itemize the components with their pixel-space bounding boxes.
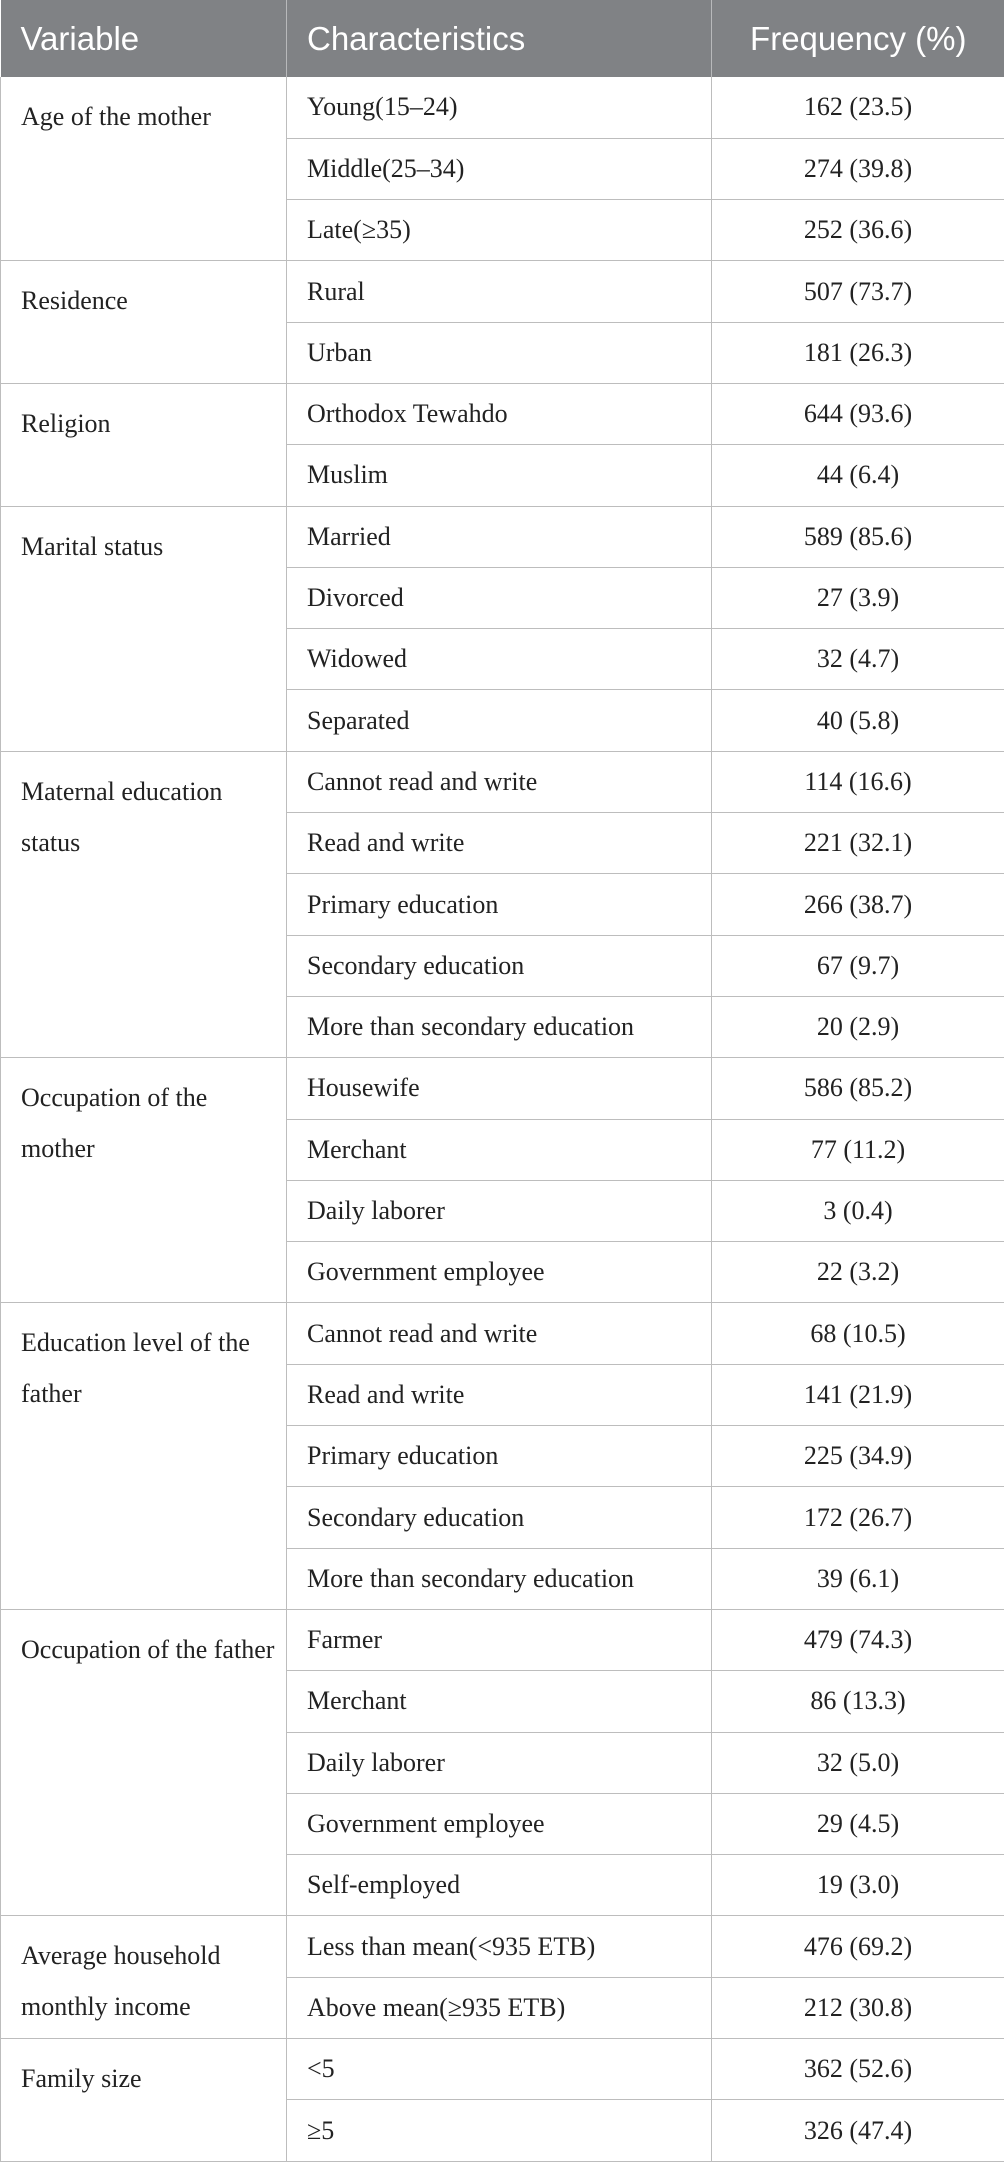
frequency-cell: 32 (5.0)	[712, 1732, 1004, 1793]
characteristic-cell: Separated	[287, 690, 712, 751]
frequency-cell: 172 (26.7)	[712, 1487, 1004, 1548]
frequency-cell: 3 (0.4)	[712, 1180, 1004, 1241]
characteristic-cell: Cannot read and write	[287, 1303, 712, 1364]
characteristic-cell: Middle(25–34)	[287, 138, 712, 199]
characteristic-cell: More than secondary education	[287, 996, 712, 1057]
characteristic-cell: Merchant	[287, 1119, 712, 1180]
characteristic-cell: Merchant	[287, 1671, 712, 1732]
characteristic-cell: Cannot read and write	[287, 751, 712, 812]
characteristic-cell: Muslim	[287, 445, 712, 506]
variable-cell: Religion	[1, 383, 287, 506]
frequency-cell: 141 (21.9)	[712, 1364, 1004, 1425]
table-row	[1, 383, 1004, 444]
frequency-cell: 362 (52.6)	[712, 2039, 1004, 2100]
variable-cell: Maternal education status	[1, 751, 287, 1057]
frequency-cell: 67 (9.7)	[712, 935, 1004, 996]
frequency-cell: 507 (73.7)	[712, 261, 1004, 322]
table-row	[1, 1058, 1004, 1119]
frequency-cell: 644 (93.6)	[712, 383, 1004, 444]
frequency-cell: 27 (3.9)	[712, 567, 1004, 628]
characteristic-cell: Married	[287, 506, 712, 567]
frequency-cell: 586 (85.2)	[712, 1058, 1004, 1119]
frequency-cell: 252 (36.6)	[712, 200, 1004, 261]
characteristic-cell: Primary education	[287, 874, 712, 935]
frequency-cell: 32 (4.7)	[712, 629, 1004, 690]
header-row	[1, 0, 1004, 77]
frequency-cell: 479 (74.3)	[712, 1609, 1004, 1670]
frequency-cell: 589 (85.6)	[712, 506, 1004, 567]
variable-cell: Family size	[1, 2039, 287, 2162]
characteristic-cell: Late(≥35)	[287, 200, 712, 261]
header-frequency: Frequency (%)	[712, 0, 1004, 77]
characteristic-cell: Daily laborer	[287, 1180, 712, 1241]
frequency-cell: 476 (69.2)	[712, 1916, 1004, 1977]
characteristic-cell: Less than mean(<935 ETB)	[287, 1916, 712, 1977]
frequency-cell: 68 (10.5)	[712, 1303, 1004, 1364]
table-row	[1, 1609, 1004, 1670]
table-row	[1, 1303, 1004, 1364]
table-row	[1, 261, 1004, 322]
variable-cell: Occupation of the father	[1, 1609, 287, 1915]
frequency-cell: 221 (32.1)	[712, 813, 1004, 874]
frequency-cell: 44 (6.4)	[712, 445, 1004, 506]
characteristic-cell: Divorced	[287, 567, 712, 628]
frequency-cell: 274 (39.8)	[712, 138, 1004, 199]
characteristic-cell: Farmer	[287, 1609, 712, 1670]
characteristic-cell: Urban	[287, 322, 712, 383]
variable-cell: Average household monthly income	[1, 1916, 287, 2039]
characteristic-cell: Housewife	[287, 1058, 712, 1119]
characteristic-cell: <5	[287, 2039, 712, 2100]
variable-cell: Occupation of the mother	[1, 1058, 287, 1303]
frequency-cell: 225 (34.9)	[712, 1426, 1004, 1487]
variable-cell: Marital status	[1, 506, 287, 751]
characteristic-cell: ≥5	[287, 2100, 712, 2161]
frequency-cell: 114 (16.6)	[712, 751, 1004, 812]
table-row	[1, 1916, 1004, 1977]
characteristic-cell: Read and write	[287, 1364, 712, 1425]
table-row	[1, 751, 1004, 812]
variable-cell: Residence	[1, 261, 287, 384]
characteristic-cell: Orthodox Tewahdo	[287, 383, 712, 444]
variable-cell: Age of the mother	[1, 77, 287, 261]
frequency-cell: 212 (30.8)	[712, 1977, 1004, 2038]
frequency-cell: 22 (3.2)	[712, 1242, 1004, 1303]
frequency-cell: 40 (5.8)	[712, 690, 1004, 751]
characteristic-cell: Young(15–24)	[287, 77, 712, 138]
characteristic-cell: Government employee	[287, 1793, 712, 1854]
frequency-cell: 86 (13.3)	[712, 1671, 1004, 1732]
table-row	[1, 77, 1004, 138]
header-variable: Variable	[1, 0, 287, 77]
characteristic-cell: Daily laborer	[287, 1732, 712, 1793]
characteristic-cell: Government employee	[287, 1242, 712, 1303]
characteristic-cell: Secondary education	[287, 1487, 712, 1548]
table-row	[1, 506, 1004, 567]
table-header	[1, 0, 1004, 77]
table-body	[1, 77, 1004, 2161]
frequency-cell: 29 (4.5)	[712, 1793, 1004, 1854]
characteristic-cell: Above mean(≥935 ETB)	[287, 1977, 712, 2038]
variable-cell: Education level of the father	[1, 1303, 287, 1609]
characteristic-cell: Secondary education	[287, 935, 712, 996]
characteristic-cell: Read and write	[287, 813, 712, 874]
frequency-cell: 181 (26.3)	[712, 322, 1004, 383]
frequency-cell: 20 (2.9)	[712, 996, 1004, 1057]
characteristic-cell: Self-employed	[287, 1855, 712, 1916]
frequency-cell: 77 (11.2)	[712, 1119, 1004, 1180]
characteristic-cell: Widowed	[287, 629, 712, 690]
characteristic-cell: Rural	[287, 261, 712, 322]
frequency-cell: 266 (38.7)	[712, 874, 1004, 935]
header-characteristics: Characteristics	[287, 0, 712, 77]
frequency-cell: 19 (3.0)	[712, 1855, 1004, 1916]
table-row	[1, 2039, 1004, 2100]
frequency-cell: 162 (23.5)	[712, 77, 1004, 138]
frequency-cell: 326 (47.4)	[712, 2100, 1004, 2161]
characteristic-cell: Primary education	[287, 1426, 712, 1487]
frequency-cell: 39 (6.1)	[712, 1548, 1004, 1609]
characteristic-cell: More than secondary education	[287, 1548, 712, 1609]
